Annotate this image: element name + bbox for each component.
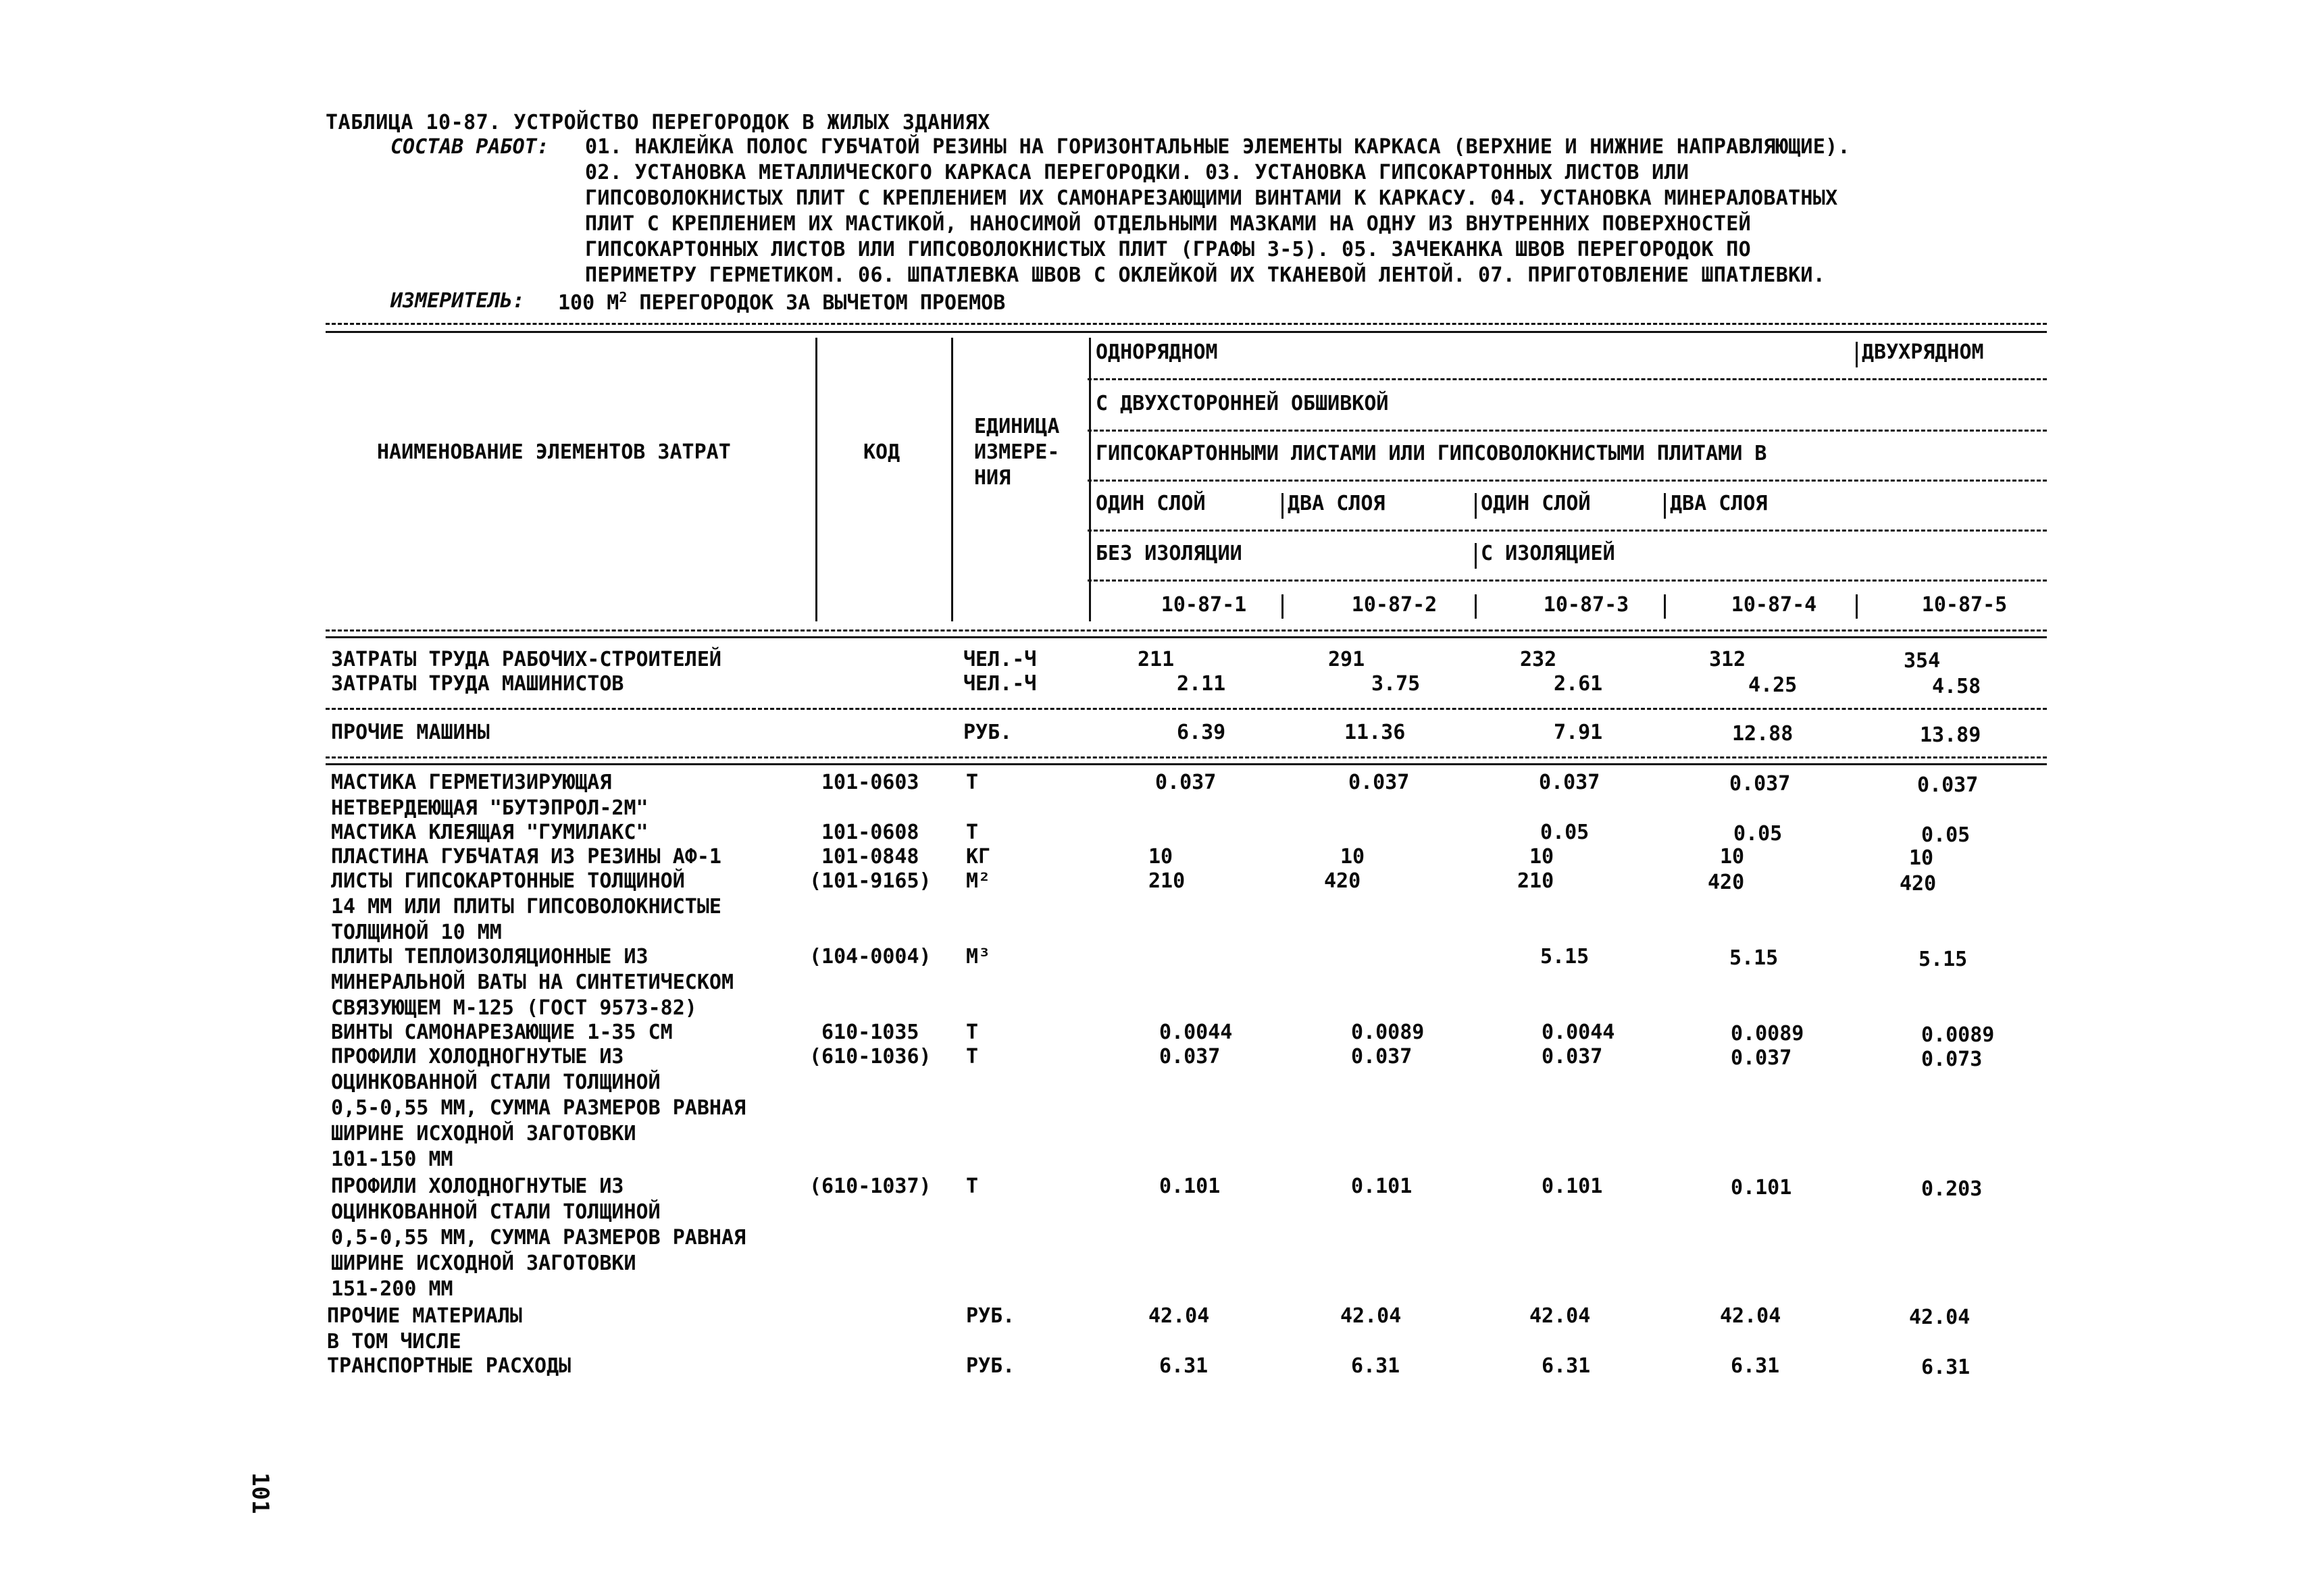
- material-unit: Т: [966, 1045, 979, 1069]
- composition-line: 01. НАКЛЕЙКА ПОЛОС ГУБЧАТОЙ РЕЗИНЫ НА ГОРИЗОНТАЛЬНЫЕ ЭЛЕМЕНТЫ КАРКАСА (ВЕРХНИЕ И НИЖНИЕ НАПРАВЛЯЮЩИЕ).: [585, 135, 1850, 159]
- column-divider: [1856, 342, 1858, 367]
- column-code: 10-87-3: [1543, 593, 1629, 617]
- row-value: 232: [1520, 648, 1557, 671]
- row-value: 354: [1904, 649, 1941, 673]
- row-value: 420: [1708, 871, 1745, 894]
- material-code: (610-1037): [809, 1175, 932, 1198]
- composition-line: ПЛИТ С КРЕПЛЕНИЕМ ИХ МАСТИКОЙ, НАНОСИМОЙ ОТДЕЛЬНЫМИ МАЗКАМИ НА ОДНУ ИЗ ВНУТРЕННИХ ПОВЕРХНОСТЕЙ: [585, 212, 1751, 236]
- header-material: ГИПСОКАРТОННЫМИ ЛИСТАМИ ИЛИ ГИПСОВОЛОКНИСТЫМИ ПЛИТАМИ В: [1096, 442, 1767, 465]
- row-value: 6.31: [1159, 1354, 1209, 1378]
- material-name: ПРОЧИЕ МАТЕРИАЛЫ В ТОМ ЧИСЛЕ: [327, 1304, 522, 1354]
- column-divider: [1475, 594, 1477, 619]
- row-value: 0.073: [1921, 1048, 1983, 1071]
- row-value: 42.04: [1148, 1304, 1210, 1328]
- rule: [1088, 530, 2047, 532]
- header-double-row: ДВУХРЯДНОМ: [1862, 340, 1984, 364]
- table-title: ТАБЛИЦА 10-87. УСТРОЙСТВО ПЕРЕГОРОДОК В ЖИЛЫХ ЗДАНИЯХ: [326, 111, 990, 134]
- material-name: ПЛИТЫ ТЕПЛОИЗОЛЯЦИОННЫЕ ИЗ МИНЕРАЛЬНОЙ ВАТЫ НА СИНТЕТИЧЕСКОМ СВЯЗУЮЩЕМ М-125 (ГОСТ 9573-82): [331, 945, 734, 1020]
- rule: [326, 763, 2047, 765]
- rule: [326, 756, 2047, 758]
- row-value: 6.31: [1542, 1354, 1591, 1378]
- header-with-insulation: С ИЗОЛЯЦИЕЙ: [1481, 542, 1615, 565]
- row-value: 42.04: [1909, 1306, 1971, 1329]
- material-name: ЛИСТЫ ГИПСОКАРТОННЫЕ ТОЛЩИНОЙ 14 ММ ИЛИ ПЛИТЫ ГИПСОВОЛОКНИСТЫЕ ТОЛЩИНОЙ 10 ММ: [331, 869, 721, 944]
- rule: [326, 629, 2047, 632]
- material-unit: Т: [966, 1175, 979, 1198]
- material-code: (101-9165): [809, 869, 932, 893]
- column-divider: [1475, 493, 1477, 519]
- row-value: 13.89: [1920, 723, 1981, 747]
- composition-line: ПЕРИМЕТРУ ГЕРМЕТИКОМ. 06. ШПАТЛЕВКА ШВОВ С ОКЛЕЙКОЙ ИХ ТКАНЕВОЙ ЛЕНТОЙ. 07. ПРИГОТОВЛЕНИЕ ШПАТЛЕВКИ.: [585, 263, 1826, 287]
- rule: [326, 323, 2047, 325]
- row-value: 210: [1517, 869, 1554, 893]
- row-value: 10: [1909, 846, 1934, 870]
- column-header-unit: ИЗМЕРЕ-: [974, 440, 1060, 464]
- header-two-layers: ДВА СЛОЯ: [1670, 492, 1768, 515]
- header-no-insulation: БЕЗ ИЗОЛЯЦИИ: [1096, 542, 1242, 565]
- row-value: 2.61: [1554, 672, 1603, 696]
- row-value: 210: [1148, 869, 1186, 893]
- row-unit: ЧЕЛ.-Ч: [963, 672, 1037, 696]
- row-value: 10: [1148, 845, 1173, 869]
- row-value: 0.037: [1351, 1045, 1413, 1069]
- header-two-layers: ДВА СЛОЯ: [1288, 492, 1386, 515]
- rule: [1088, 378, 2047, 380]
- column-divider: [951, 338, 953, 621]
- row-value: 0.0089: [1731, 1022, 1804, 1046]
- column-header-name: НАИМЕНОВАНИЕ ЭЛЕМЕНТОВ ЗАТРАТ: [377, 440, 731, 464]
- row-value: 0.037: [1348, 771, 1410, 794]
- column-divider: [1281, 493, 1283, 519]
- row-value: 11.36: [1344, 721, 1406, 744]
- row-value: 312: [1709, 648, 1746, 671]
- row-value: 420: [1900, 872, 1937, 896]
- material-code: 101-0603: [821, 771, 919, 794]
- column-divider: [815, 338, 817, 621]
- row-value: 5.15: [1918, 948, 1968, 971]
- header-two-sided: С ДВУХСТОРОННЕЙ ОБШИВКОЙ: [1096, 392, 1389, 415]
- material-name: МАСТИКА КЛЕЯЩАЯ "ГУМИЛАКС": [331, 821, 649, 844]
- material-unit: М³: [966, 945, 991, 969]
- material-name: МАСТИКА ГЕРМЕТИЗИРУЮЩАЯ НЕТВЕРДЕЮЩАЯ "БУТЭПРОЛ-2М": [331, 771, 649, 820]
- material-unit: Т: [966, 1021, 979, 1044]
- row-unit: ЧЕЛ.-Ч: [963, 648, 1037, 671]
- row-value: 0.037: [1917, 773, 1979, 797]
- row-value: 0.101: [1159, 1175, 1221, 1198]
- rule: [326, 331, 2047, 333]
- material-unit: РУБ.: [966, 1354, 1015, 1378]
- row-value: 0.0089: [1921, 1023, 1995, 1047]
- column-divider: [1664, 493, 1666, 519]
- row-value: 42.04: [1529, 1304, 1591, 1328]
- header-one-layer: ОДИН СЛОЙ: [1096, 492, 1206, 515]
- row-value: 211: [1138, 648, 1175, 671]
- row-value: 6.31: [1351, 1354, 1400, 1378]
- rule: [326, 708, 2047, 710]
- row-value: 0.101: [1731, 1176, 1792, 1200]
- row-value: 42.04: [1720, 1304, 1781, 1328]
- material-name: ВИНТЫ САМОНАРЕЗАЮЩИЕ 1-35 СМ: [331, 1021, 673, 1044]
- row-value: 0.05: [1921, 823, 1971, 847]
- row-value: 0.0044: [1159, 1021, 1233, 1044]
- measure-text: 100 $М^2$ ПЕРЕГОРОДОК ЗА ВЫЧЕТОМ ПРОЕМОВ: [558, 289, 1006, 315]
- row-value: 0.037: [1729, 772, 1791, 796]
- column-divider: [1281, 594, 1283, 619]
- row-value: 0.101: [1542, 1175, 1603, 1198]
- row-value: 0.037: [1155, 771, 1217, 794]
- row-value: 5.15: [1540, 945, 1590, 969]
- material-code: (610-1036): [809, 1045, 932, 1069]
- row-value: 0.05: [1540, 821, 1590, 844]
- column-code: 10-87-5: [1921, 593, 2008, 617]
- row-value: 3.75: [1371, 672, 1421, 696]
- row-value: 0.037: [1539, 771, 1600, 794]
- row-value: 10: [1720, 845, 1745, 869]
- material-unit: М²: [966, 869, 991, 893]
- column-header-unit: ЕДИНИЦА: [974, 415, 1060, 438]
- row-value: 0.037: [1159, 1045, 1221, 1069]
- rule: [1088, 580, 2047, 582]
- header-one-layer: ОДИН СЛОЙ: [1481, 492, 1591, 515]
- row-value: 4.58: [1932, 675, 1981, 698]
- row-value: 10: [1529, 845, 1554, 869]
- material-unit: Т: [966, 771, 979, 794]
- column-divider: [1475, 543, 1477, 569]
- row-value: 7.91: [1554, 721, 1603, 744]
- rule: [1088, 480, 2047, 482]
- row-value: 12.88: [1732, 722, 1794, 746]
- row-value: 2.11: [1177, 672, 1226, 696]
- row-value: 10: [1340, 845, 1365, 869]
- row-value: 4.25: [1748, 673, 1798, 697]
- row-value: 420: [1324, 869, 1361, 893]
- row-name: ЗАТРАТЫ ТРУДА РАБОЧИХ-СТРОИТЕЛЕЙ: [331, 648, 721, 671]
- header-single-row: ОДНОРЯДНОМ: [1096, 340, 1218, 364]
- composition-line: ГИПСОКАРТОННЫХ ЛИСТОВ ИЛИ ГИПСОВОЛОКНИСТЫХ ПЛИТ (ГРАФЫ 3-5). 05. ЗАЧЕКАНКА ШВОВ ПЕРЕГОРОДОК ПО: [585, 238, 1751, 261]
- material-name: ТРАНСПОРТНЫЕ РАСХОДЫ: [327, 1354, 571, 1378]
- composition-label: СОСТАВ РАБОТ:: [390, 135, 549, 159]
- row-name: ПРОЧИЕ МАШИНЫ: [331, 721, 490, 744]
- material-name: ПРОФИЛИ ХОЛОДНОГНУТЫЕ ИЗ ОЦИНКОВАННОЙ СТАЛИ ТОЛЩИНОЙ 0,5-0,55 ММ, СУММА РАЗМЕРОВ РАВНАЯ ШИРИНЕ ИСХОДНОЙ ЗАГОТОВКИ 101-150 ММ: [331, 1045, 746, 1171]
- row-value: 0.0089: [1351, 1021, 1425, 1044]
- column-header-unit: НИЯ: [974, 466, 1011, 490]
- rule: [326, 636, 2047, 638]
- material-name: ПЛАСТИНА ГУБЧАТАЯ ИЗ РЕЗИНЫ АФ-1: [331, 845, 721, 869]
- row-value: 0.203: [1921, 1177, 1983, 1201]
- column-header-code: КОД: [863, 440, 900, 464]
- row-value: 291: [1328, 648, 1365, 671]
- material-code: 610-1035: [821, 1021, 919, 1044]
- row-value: 5.15: [1729, 946, 1779, 970]
- column-divider: [1856, 594, 1858, 619]
- row-value: 0.05: [1733, 822, 1783, 846]
- page-number: 101: [247, 1472, 274, 1514]
- row-value: 0.037: [1731, 1046, 1792, 1070]
- row-value: 6.31: [1731, 1354, 1780, 1378]
- column-code: 10-87-2: [1351, 593, 1438, 617]
- column-divider: [1664, 594, 1666, 619]
- column-code: 10-87-4: [1731, 593, 1817, 617]
- row-name: ЗАТРАТЫ ТРУДА МАШИНИСТОВ: [331, 672, 624, 696]
- material-unit: Т: [966, 821, 979, 844]
- measure-label: ИЗМЕРИТЕЛЬ:: [390, 289, 525, 313]
- row-value: 0.037: [1542, 1045, 1603, 1069]
- material-name: ПРОФИЛИ ХОЛОДНОГНУТЫЕ ИЗ ОЦИНКОВАННОЙ СТАЛИ ТОЛЩИНОЙ 0,5-0,55 ММ, СУММА РАЗМЕРОВ РАВНАЯ ШИРИНЕ ИСХОДНОЙ ЗАГОТОВКИ 151-200 ММ: [331, 1175, 746, 1301]
- material-code: 101-0848: [821, 845, 919, 869]
- row-value: 6.39: [1177, 721, 1226, 744]
- row-value: 6.31: [1921, 1356, 1971, 1379]
- composition-line: ГИПСОВОЛОКНИСТЫХ ПЛИТ С КРЕПЛЕНИЕМ ИХ САМОНАРЕЗАЮЩИМИ ВИНТАМИ К КАРКАСУ. 04. УСТАНОВКА МИНЕРАЛОВАТНЫХ: [585, 186, 1838, 210]
- material-code: 101-0608: [821, 821, 919, 844]
- material-unit: КГ: [966, 845, 991, 869]
- row-value: 0.0044: [1542, 1021, 1615, 1044]
- column-code: 10-87-1: [1161, 593, 1247, 617]
- composition-line: 02. УСТАНОВКА МЕТАЛЛИЧЕСКОГО КАРКАСА ПЕРЕГОРОДКИ. 03. УСТАНОВКА ГИПСОКАРТОННЫХ ЛИСТОВ ИЛИ: [585, 161, 1689, 184]
- material-code: (104-0004): [809, 945, 932, 969]
- row-unit: РУБ.: [963, 721, 1013, 744]
- row-value: 0.101: [1351, 1175, 1413, 1198]
- material-unit: РУБ.: [966, 1304, 1015, 1328]
- row-value: 42.04: [1340, 1304, 1402, 1328]
- rule: [1088, 430, 2047, 432]
